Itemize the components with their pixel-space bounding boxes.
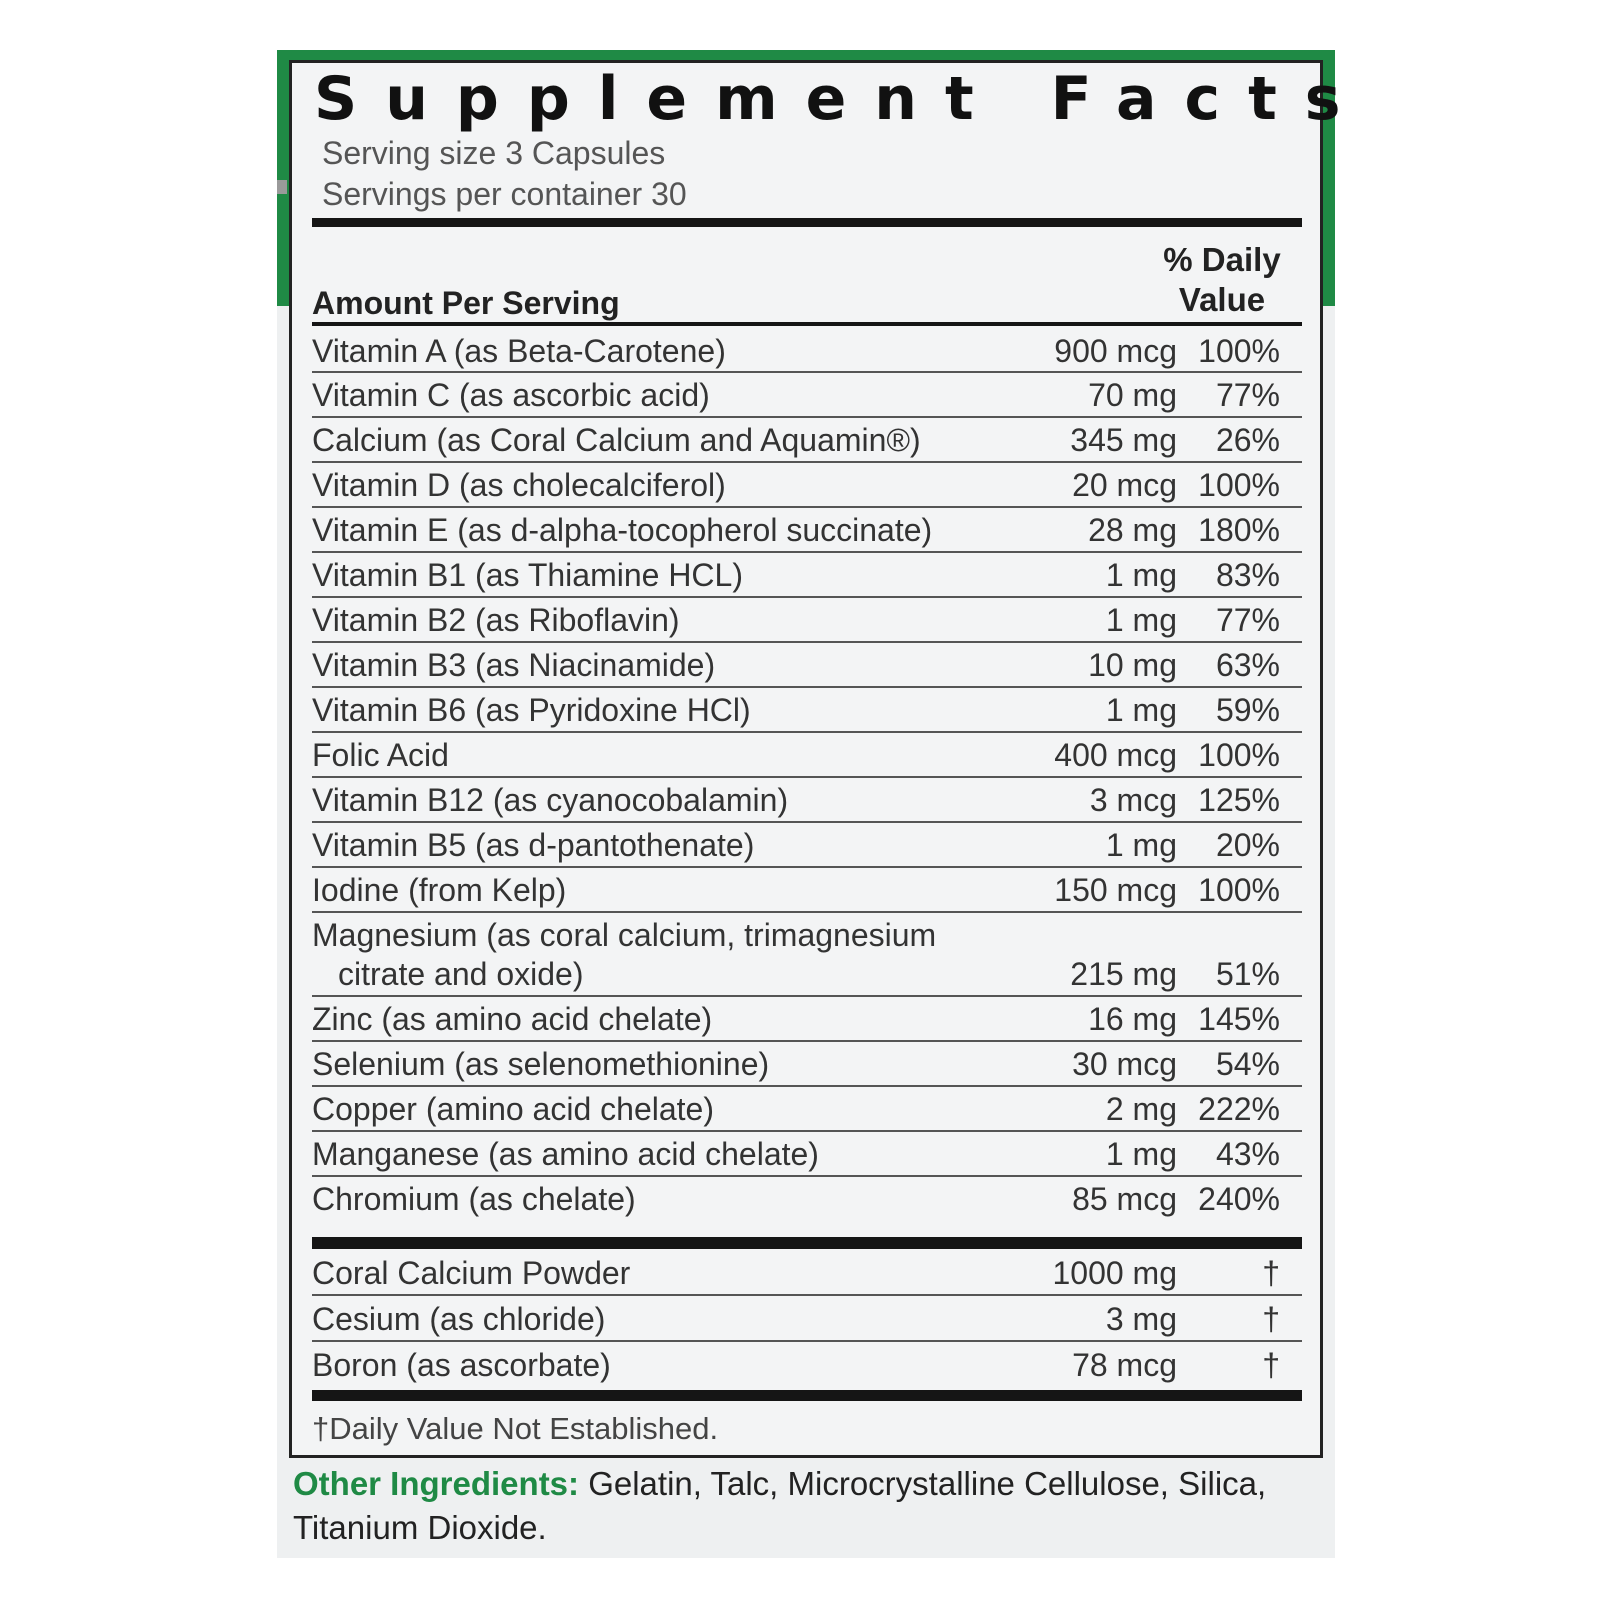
table-row — [312, 913, 1302, 997]
nutrient-name: Vitamin B2 (as Riboflavin) — [312, 602, 680, 638]
table-row — [312, 598, 1302, 643]
daily-value-header-line2: Value — [1178, 281, 1266, 318]
nutrient-name: Vitamin B12 (as cyanocobalamin) — [312, 782, 789, 818]
nutrient-dv: 54% — [1215, 1046, 1280, 1082]
other-nutrient-table — [312, 1249, 1302, 1388]
nutrient-dv: 59% — [1215, 692, 1280, 728]
edge-mark — [277, 180, 287, 194]
nutrient-amount: 215 mg — [1070, 956, 1177, 992]
table-row — [312, 553, 1302, 598]
nutrient-dv: 100% — [1198, 872, 1280, 908]
table-row — [312, 329, 1302, 373]
daily-value-header-line1: % Daily — [1163, 241, 1281, 278]
nutrient-name: Vitamin B6 (as Pyridoxine HCl) — [312, 692, 751, 728]
nutrient-name: Zinc (as amino acid chelate) — [312, 1001, 713, 1037]
nutrient-dv: 100% — [1198, 737, 1280, 773]
nutrient-dv: 180% — [1198, 512, 1280, 548]
table-row — [312, 868, 1302, 913]
nutrient-dv: 240% — [1198, 1181, 1280, 1217]
table-row — [312, 373, 1302, 418]
table-row — [312, 418, 1302, 463]
nutrient-amount: 3 mcg — [1089, 782, 1177, 818]
supplement-facts-box — [289, 60, 1369, 1458]
nutrient-name: Manganese (as amino acid chelate) — [312, 1136, 819, 1172]
nutrient-amount: 400 mcg — [1054, 737, 1177, 773]
nutrient-name: Cesium (as chloride) — [312, 1301, 606, 1337]
table-row — [312, 997, 1302, 1042]
dagger-mark: † — [1262, 1301, 1280, 1337]
header-divider — [312, 322, 1302, 326]
table-row — [312, 1296, 1302, 1342]
nutrient-name: Vitamin B3 (as Niacinamide) — [312, 647, 716, 683]
nutrient-name-continued: citrate and oxide) — [338, 956, 584, 992]
nutrient-name: Chromium (as chelate) — [312, 1181, 636, 1217]
table-row — [312, 778, 1302, 823]
table-row — [312, 643, 1302, 688]
nutrient-amount: 150 mcg — [1054, 872, 1177, 908]
nutrient-amount: 3 mg — [1105, 1301, 1177, 1337]
nutrient-name: Boron (as ascorbate) — [312, 1347, 611, 1383]
nutrient-amount: 1 mg — [1105, 692, 1177, 728]
nutrient-dv: 83% — [1215, 557, 1280, 593]
nutrient-amount: 20 mcg — [1072, 467, 1177, 503]
table-row — [312, 1342, 1302, 1388]
daily-value-header — [1142, 240, 1302, 320]
nutrient-name: Vitamin B5 (as d-pantothenate) — [312, 827, 755, 863]
nutrient-amount: 16 mg — [1088, 1001, 1177, 1037]
other-ingredients-text: Gelatin, Talc, Microcrystalline Cellulose, Silica, Titanium Dioxide. — [293, 1465, 1267, 1546]
nutrient-name: Iodine (from Kelp) — [312, 872, 567, 908]
nutrient-name: Copper (amino acid chelate) — [312, 1091, 714, 1127]
nutrient-amount: 10 mg — [1088, 647, 1177, 683]
nutrient-name: Vitamin C (as ascorbic acid) — [312, 377, 710, 413]
nutrient-amount: 78 mcg — [1072, 1347, 1177, 1383]
nutrient-amount: 85 mcg — [1072, 1181, 1177, 1217]
nutrient-dv: 77% — [1215, 377, 1280, 413]
table-row — [312, 688, 1302, 733]
nutrient-name: Coral Calcium Powder — [312, 1255, 631, 1291]
nutrient-dv: 43% — [1215, 1136, 1280, 1172]
serving-size: Serving size 3 Capsules — [322, 135, 666, 171]
nutrient-dv: 77% — [1215, 602, 1280, 638]
table-row — [312, 1249, 1302, 1296]
nutrient-amount: 28 mg — [1088, 512, 1177, 548]
table-row — [312, 508, 1302, 553]
nutrient-dv: 125% — [1198, 782, 1280, 818]
thick-divider-middle — [312, 1237, 1302, 1249]
nutrient-amount: 30 mcg — [1072, 1046, 1177, 1082]
nutrient-table — [312, 329, 1302, 1222]
nutrient-dv: 100% — [1198, 467, 1280, 503]
thick-divider-bottom — [312, 1390, 1302, 1401]
nutrient-dv: 51% — [1215, 956, 1280, 992]
nutrient-name: Vitamin D (as cholecalciferol) — [312, 467, 726, 503]
nutrient-amount: 70 mg — [1088, 377, 1177, 413]
nutrient-name: Vitamin A (as Beta-Carotene) — [312, 333, 726, 369]
nutrient-name: Calcium (as Coral Calcium and Aquamin®) — [312, 422, 921, 458]
nutrient-amount: 345 mg — [1070, 422, 1177, 458]
table-row — [312, 733, 1302, 778]
other-ingredients — [293, 1462, 1293, 1550]
nutrient-amount: 1 mg — [1105, 1136, 1177, 1172]
nutrient-dv: 100% — [1198, 333, 1280, 369]
other-ingredients-label: Other Ingredients: — [293, 1465, 580, 1502]
nutrient-dv: 20% — [1215, 827, 1280, 863]
table-row — [312, 823, 1302, 868]
nutrient-name: Vitamin E (as d-alpha-tocopherol succinate) — [312, 512, 933, 548]
table-row — [312, 1087, 1302, 1132]
amount-per-serving-header: Amount Per Serving — [312, 285, 620, 321]
nutrient-amount: 900 mcg — [1054, 333, 1177, 369]
nutrient-dv: 63% — [1215, 647, 1280, 683]
nutrient-dv: 26% — [1215, 422, 1280, 458]
nutrient-amount: 1000 mg — [1052, 1255, 1177, 1291]
nutrient-name: Vitamin B1 (as Thiamine HCL) — [312, 557, 743, 593]
table-row — [312, 463, 1302, 508]
nutrient-amount: 1 mg — [1105, 827, 1177, 863]
facts-title: Supplement Facts — [314, 64, 1369, 134]
nutrient-name: Folic Acid — [312, 737, 449, 773]
dagger-mark: † — [1262, 1255, 1280, 1291]
nutrient-dv: 145% — [1198, 1001, 1280, 1037]
footnote: †Daily Value Not Established. — [312, 1411, 719, 1446]
table-row — [312, 1042, 1302, 1087]
servings-per-container: Servings per container 30 — [322, 176, 687, 212]
nutrient-amount: 2 mg — [1105, 1091, 1177, 1127]
nutrient-amount: 1 mg — [1105, 557, 1177, 593]
nutrient-amount: 1 mg — [1105, 602, 1177, 638]
dagger-mark: † — [1262, 1347, 1280, 1383]
nutrient-name: Selenium (as selenomethionine) — [312, 1046, 770, 1082]
nutrient-name: Magnesium (as coral calcium, trimagnesium — [312, 917, 937, 953]
nutrient-dv: 222% — [1198, 1091, 1280, 1127]
thick-divider-top — [312, 218, 1302, 227]
table-row — [312, 1132, 1302, 1177]
table-row — [312, 1177, 1302, 1222]
